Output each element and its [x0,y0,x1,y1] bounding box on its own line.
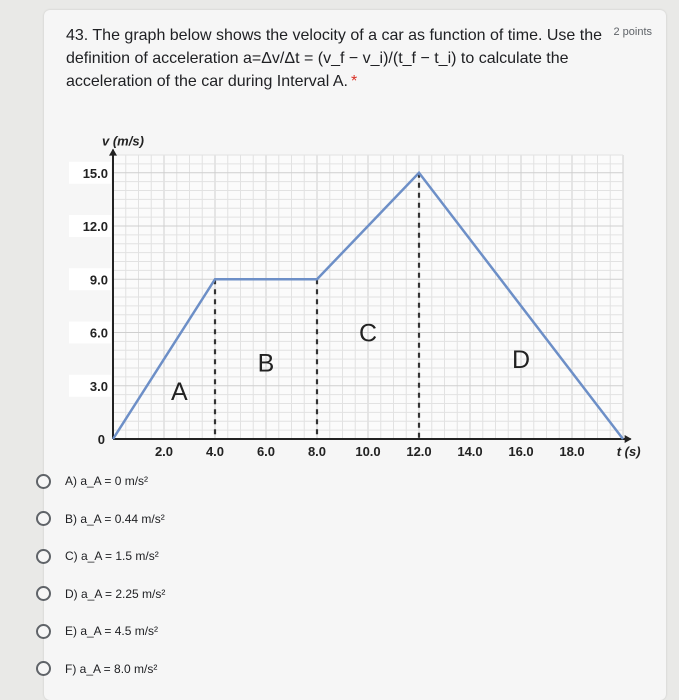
radio-button[interactable] [36,586,51,601]
option-label: E) a_A = 4.5 m/s² [65,624,159,638]
required-marker: * [350,73,358,90]
x-tick-label: 6.0 [256,444,276,459]
y-tick-label: 12.0 [82,219,108,234]
radio-button[interactable] [36,474,51,489]
region-label-c: C [358,319,378,348]
x-axis-arrow [625,435,632,443]
x-tick-label: 10.0 [355,444,381,459]
option-label: B) a_A = 0.44 m/s² [65,511,165,526]
question-body: 43. The graph below shows the velocity of a car as function of time. Use the definition of acceleration a=Δv/Δt = (v_f − v_i)/(t_f − t_i) to calculate the acceleration of the car during Interval A. [66,27,602,90]
y-tick-label: 15.0 [82,165,108,181]
radio-button[interactable] [36,549,51,564]
radio-button[interactable] [36,511,51,526]
option-label: A) a_A = 0 m/s² [65,474,149,488]
region-label-b: B [257,349,275,378]
y-axis-label: v (m/s) [102,133,144,149]
y-tick-label: 3.0 [89,378,108,394]
radio-button[interactable] [36,661,51,676]
answer-option[interactable] [36,545,336,567]
radio-button[interactable] [36,624,51,639]
answer-option[interactable] [36,583,336,605]
answer-option[interactable] [36,470,336,492]
x-tick-label: 18.0 [559,444,585,459]
option-label: F) a_A = 8.0 m/s² [65,661,158,676]
y-axis-arrow [109,149,117,156]
x-tick-label: 12.0 [406,444,432,459]
points-label: 2 points [613,26,652,38]
answer-option[interactable] [36,620,336,642]
option-label: D) a_A = 2.25 m/s² [65,586,166,601]
x-tick-label: 4.0 [205,444,225,459]
x-tick-label: 16.0 [508,444,534,459]
region-label-d: D [511,346,531,374]
origin-label: 0 [97,432,105,447]
y-tick-label: 6.0 [89,325,108,341]
x-tick-label: 8.0 [307,444,327,459]
region-label-a: A [170,377,188,406]
x-axis-label: t (s) [616,444,641,459]
option-label: C) a_A = 1.5 m/s² [65,549,159,563]
y-tick-label: 9.0 [89,272,108,288]
answer-option[interactable] [36,658,336,680]
answer-option[interactable] [36,508,336,530]
x-tick-label: 14.0 [457,444,483,459]
x-tick-label: 2.0 [154,444,174,459]
